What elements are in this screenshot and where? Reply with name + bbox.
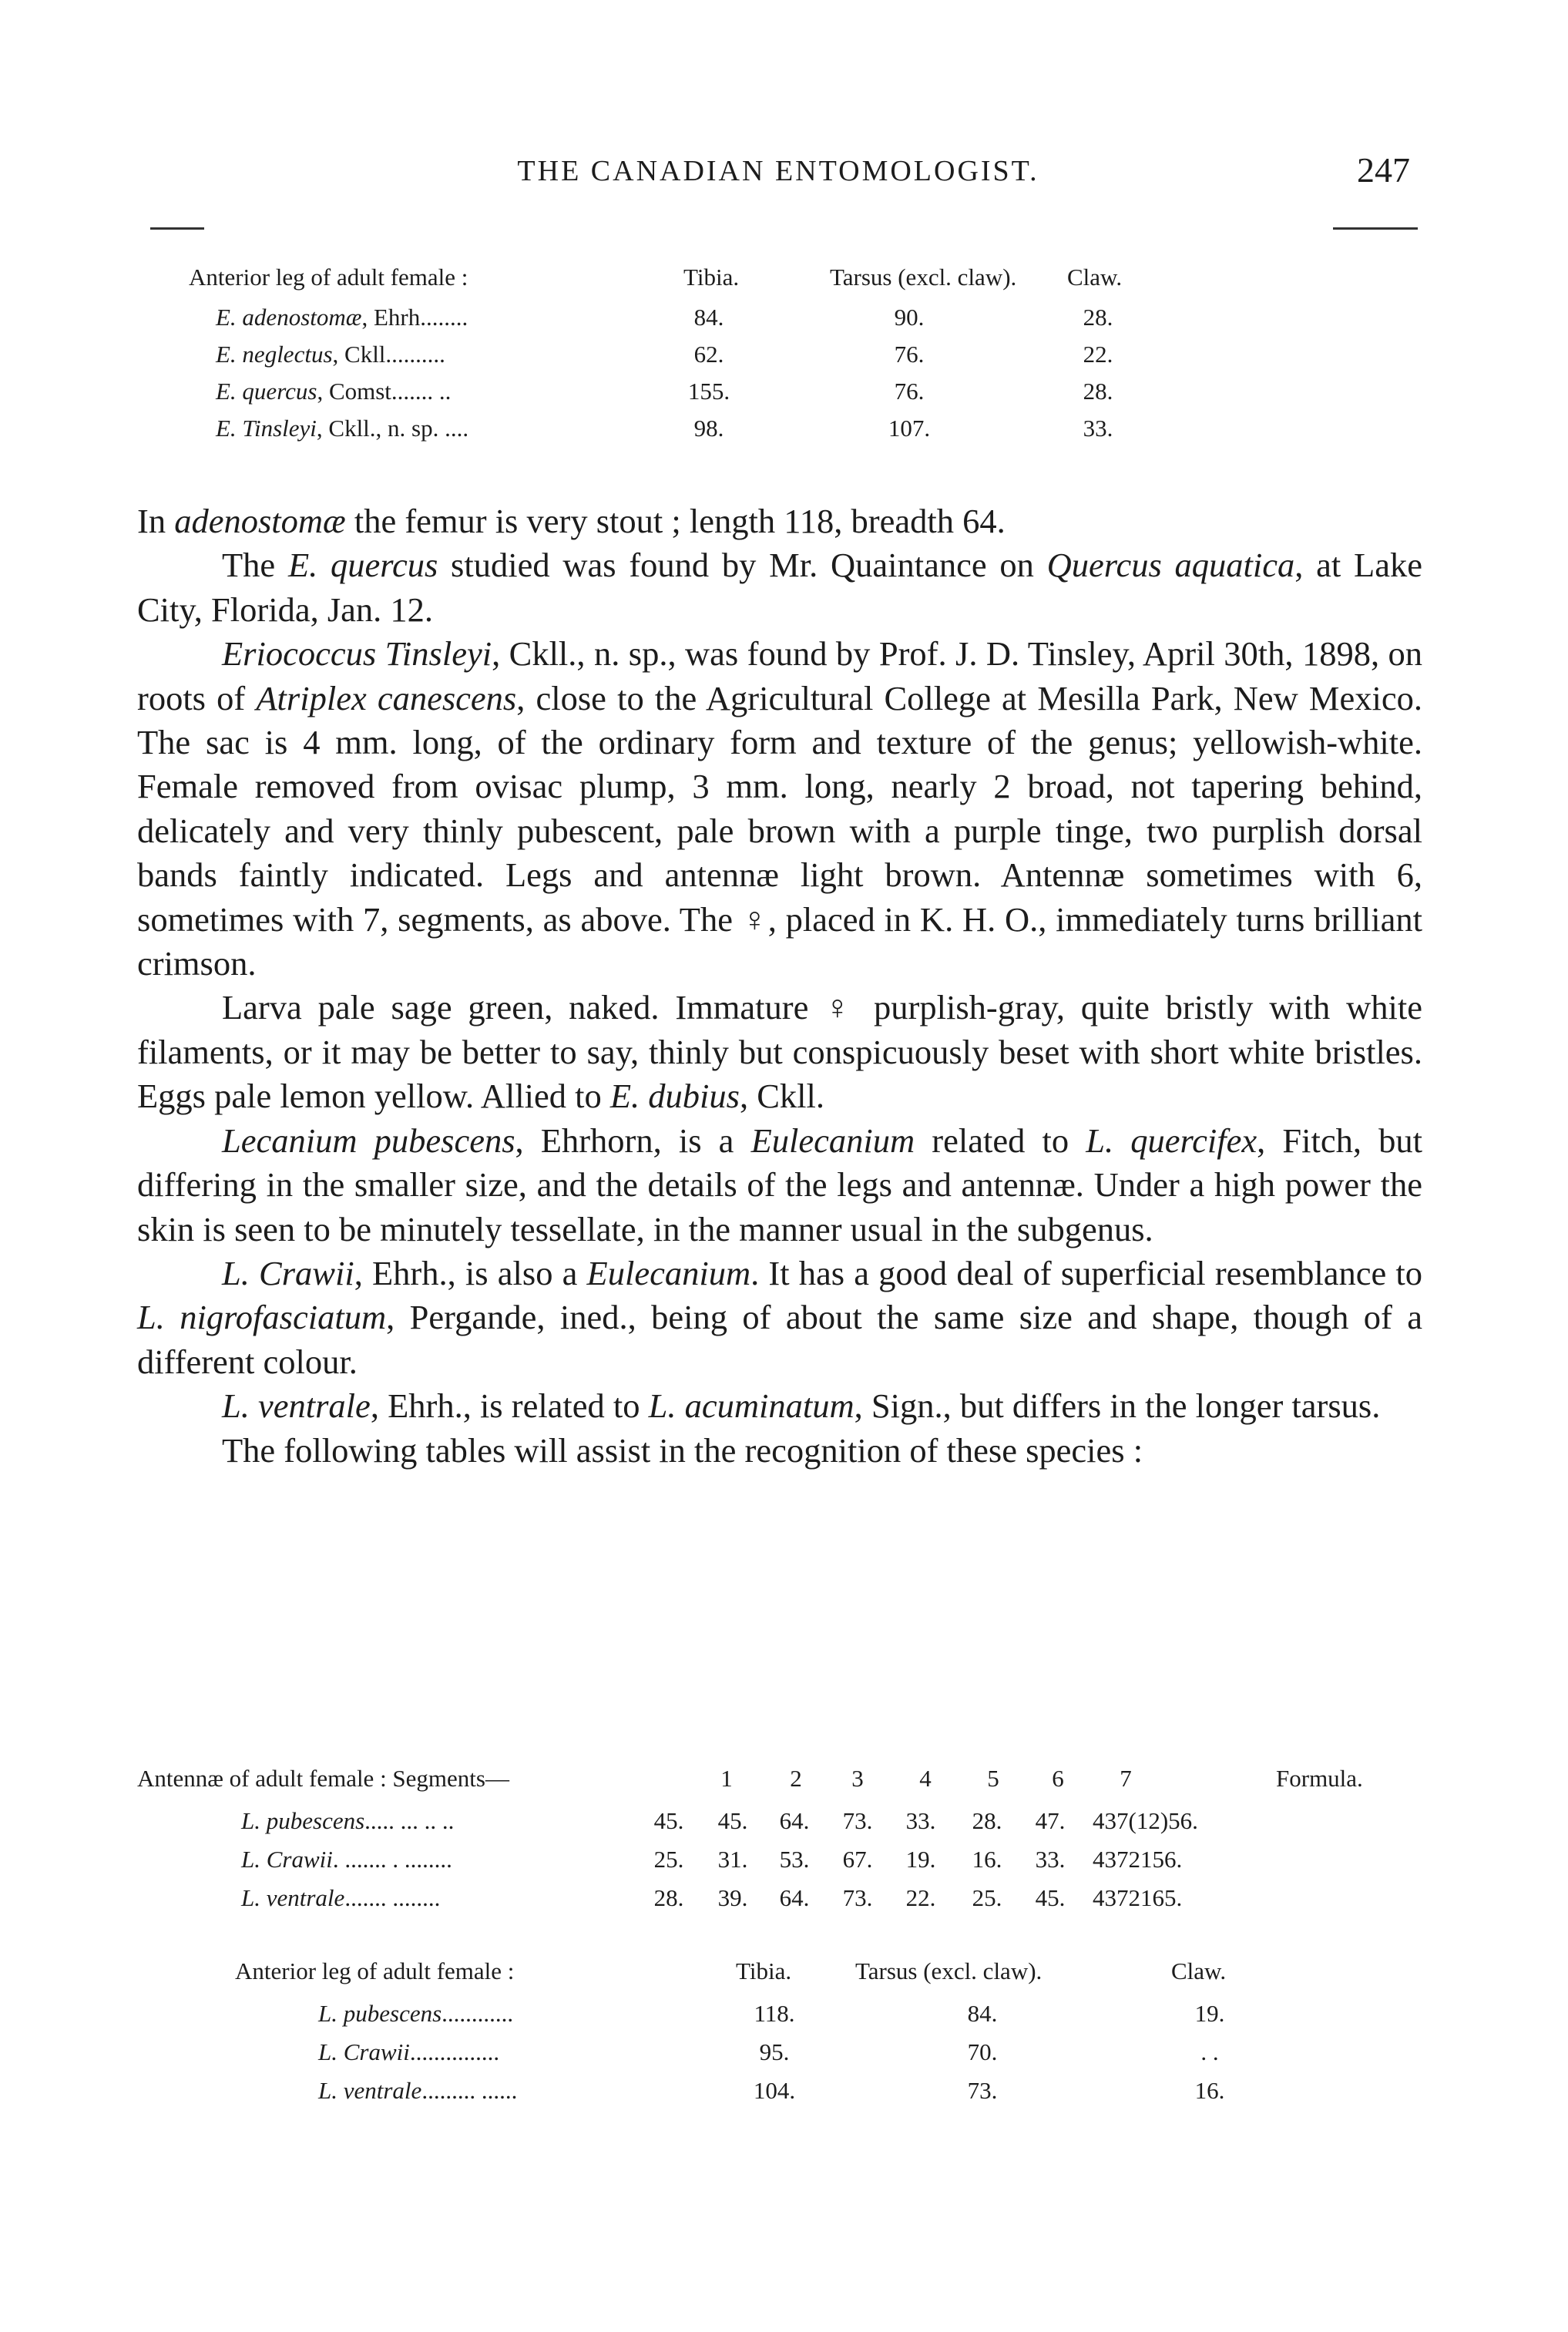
- tarsus-value: 84.: [967, 2000, 998, 2027]
- col-seg-4: 4: [919, 1765, 932, 1792]
- col-tibia: Tibia.: [683, 264, 740, 291]
- seg7-value: 47.: [1035, 1807, 1066, 1834]
- seg1-value: 45.: [653, 1807, 684, 1834]
- claw-value: 33.: [1083, 415, 1113, 442]
- tibia-value: 62.: [693, 341, 724, 368]
- col-formula: Formula.: [1276, 1765, 1363, 1792]
- seg1-value: 25.: [653, 1846, 684, 1873]
- tibia-value: 155.: [687, 378, 730, 405]
- table-eriococcus-legs: [189, 264, 1345, 495]
- taxon-name: Atriplex canescens: [256, 678, 517, 717]
- paragraph: The following tables will assist in the recognition of these species :: [222, 1430, 1143, 1470]
- paragraph: In adenostomæ the femur is very stout ; length 118, breadth 64.: [137, 502, 1006, 540]
- taxon-name: E. dubius: [609, 1077, 740, 1116]
- species-name: E. Tinsleyi: [216, 415, 317, 442]
- seg5-value: 22.: [905, 1884, 936, 1911]
- seg4-value: 67.: [842, 1846, 873, 1873]
- table-label: Antennæ of adult female : Segments—: [137, 1765, 509, 1792]
- seg5-value: 33.: [905, 1807, 936, 1834]
- species-name: E. neglectus: [216, 341, 333, 368]
- seg7-value: 33.: [1035, 1846, 1066, 1873]
- taxon-name: adenostomæ: [174, 502, 346, 540]
- leader-dots: ..........: [385, 341, 445, 368]
- seg7-value: 45.: [1035, 1884, 1066, 1911]
- col-seg-6: 6: [1052, 1765, 1064, 1792]
- tarsus-value: 70.: [967, 2038, 998, 2065]
- species-name: L. ventrale: [318, 2077, 422, 2104]
- seg1-value: 28.: [653, 1884, 684, 1911]
- taxon-name: L. ventrale: [222, 1386, 371, 1426]
- species-name: E. quercus: [216, 378, 317, 405]
- col-seg-1: 1: [720, 1765, 733, 1792]
- claw-value: 28.: [1083, 378, 1113, 405]
- taxon-name: L. quercifex: [1086, 1121, 1257, 1160]
- tarsus-value: 73.: [967, 2077, 998, 2104]
- claw-value: 22.: [1083, 341, 1113, 368]
- leader-dots: . ....... . ........: [332, 1846, 452, 1873]
- species-name: L. Crawii: [318, 2038, 410, 2065]
- running-header: [146, 150, 1410, 200]
- article-body: [137, 499, 1422, 1473]
- formula-value: 4372165.: [1093, 1884, 1183, 1911]
- header-rule-right: [1333, 227, 1418, 230]
- col-claw: Claw.: [1171, 1957, 1227, 1984]
- taxon-name: Eulecanium: [586, 1253, 751, 1292]
- table-lecanium-antennae: [137, 1765, 1432, 1950]
- col-seg-7: 7: [1120, 1765, 1132, 1792]
- taxon-name: Quercus aquatica: [1046, 546, 1295, 585]
- species-name: L. Crawii: [241, 1846, 333, 1873]
- formula-value: 437(12)56.: [1093, 1807, 1198, 1834]
- paragraph: L. Crawii, Ehrh., is also a Eulecanium. It has a good deal of superficial resemblance to L. nigrofasciatum, Pergande, ined., being of about the same size and shape, though of a different colour.: [137, 1253, 1422, 1381]
- col-claw: Claw.: [1067, 264, 1123, 291]
- seg2-value: 45.: [717, 1807, 748, 1834]
- taxon-name: L. acuminatum: [648, 1386, 855, 1426]
- taxon-name: Eulecanium: [750, 1121, 915, 1160]
- claw-value: 16.: [1194, 2077, 1225, 2104]
- col-tarsus: Tarsus (excl. claw).: [855, 1957, 1043, 1984]
- seg4-value: 73.: [842, 1884, 873, 1911]
- tarsus-value: 76.: [894, 341, 925, 368]
- paragraph: Eriococcus Tinsleyi, Ckll., n. sp., was found by Prof. J. D. Tinsley, April 30th, 1898, on roots of Atriplex canescens, close to the Agricultural College at Mesilla Park, New Mexico. The sac is 4 mm. long, of the ordinary form and texture of the genus; yellowish-white. Female removed from ovisac plump, 3 mm. long, nearly 2 broad, not tapering behind, delicately and very thinly pubescent, pale brown with a purple tinge, two purplish dorsal bands faintly indicated. Legs and antennæ light brown. Antennæ sometimes with 6, sometimes with 7, segments, as above. The ♀, placed in K. H. O., immediately turns brilliant crimson.: [137, 634, 1423, 983]
- seg6-value: 28.: [972, 1807, 1002, 1834]
- author: , Ehrh: [361, 304, 421, 331]
- leader-dots: ......... ......: [421, 2077, 518, 2104]
- col-seg-5: 5: [987, 1765, 999, 1792]
- taxon-name: E. quercus: [287, 546, 438, 585]
- species-name: E. adenostomæ: [216, 304, 362, 331]
- seg6-value: 16.: [972, 1846, 1002, 1873]
- author: , Ckll., n. sp: [316, 415, 433, 442]
- claw-value: . .: [1200, 2038, 1219, 2065]
- tibia-value: 98.: [693, 415, 724, 442]
- header-rule-left: [150, 227, 204, 230]
- col-tarsus: Tarsus (excl. claw).: [830, 264, 1017, 291]
- tarsus-value: 107.: [888, 415, 931, 442]
- leader-dots: ...............: [409, 2038, 500, 2065]
- seg6-value: 25.: [972, 1884, 1002, 1911]
- author: , Ckll: [332, 341, 386, 368]
- leader-dots: ....... ..: [391, 378, 452, 405]
- seg5-value: 19.: [905, 1846, 936, 1873]
- leader-dots: ..... ... .. ..: [364, 1807, 455, 1834]
- formula-value: 4372156.: [1093, 1846, 1183, 1873]
- species-name: L. pubescens: [318, 2000, 442, 2027]
- species-name: L. ventrale: [241, 1884, 345, 1911]
- leader-dots: ............: [442, 2000, 514, 2027]
- tibia-value: 84.: [693, 304, 724, 331]
- paragraph: Lecanium pubescens, Ehrhorn, is a Eulecanium related to L. quercifex, Fitch, but differing in the smaller size, and the details of the legs and antennæ. Under a high power the skin is seen to be minutely tessellate, in the manner usual in the subgenus.: [137, 1121, 1423, 1248]
- leader-dots: . ....: [432, 415, 469, 442]
- seg4-value: 73.: [842, 1807, 873, 1834]
- page-number: 247: [1357, 150, 1410, 190]
- table-lecanium-legs: [235, 1957, 1314, 2142]
- species-name: L. pubescens: [241, 1807, 365, 1834]
- tibia-value: 104.: [753, 2077, 796, 2104]
- author: , Comst: [317, 378, 391, 405]
- seg3-value: 64.: [779, 1884, 810, 1911]
- taxon-name: Lecanium pubescens: [222, 1121, 515, 1160]
- seg3-value: 53.: [779, 1846, 810, 1873]
- tibia-value: 118.: [754, 2000, 795, 2027]
- leader-dots: ....... ........: [344, 1884, 441, 1911]
- col-seg-3: 3: [851, 1765, 864, 1792]
- seg3-value: 64.: [779, 1807, 810, 1834]
- tarsus-value: 76.: [894, 378, 925, 405]
- seg2-value: 39.: [717, 1884, 748, 1911]
- taxon-name: Eriococcus Tinsleyi: [222, 634, 492, 674]
- tibia-value: 95.: [759, 2038, 790, 2065]
- claw-value: 28.: [1083, 304, 1113, 331]
- claw-value: 19.: [1194, 2000, 1225, 2027]
- taxon-name: L. nigrofasciatum: [137, 1298, 387, 1337]
- seg2-value: 31.: [717, 1846, 748, 1873]
- paragraph: L. ventrale, Ehrh., is related to L. acuminatum, Sign., but differs in the longer tarsus.: [222, 1386, 1381, 1426]
- paragraph: Larva pale sage green, naked. Immature ♀ purplish-gray, quite bristly with white filaments, or it may be better to say, thinly but conspicuously beset with short white bristles. Eggs pale lemon yellow. Allied to E. dubius, Ckll.: [137, 988, 1422, 1116]
- table-label: Anterior leg of adult female :: [189, 264, 468, 291]
- col-seg-2: 2: [790, 1765, 802, 1792]
- journal-title: THE CANADIAN ENTOMOLOGIST.: [517, 155, 1039, 187]
- table-label: Anterior leg of adult female :: [235, 1957, 515, 1984]
- taxon-name: L. Crawii: [222, 1253, 354, 1292]
- tarsus-value: 90.: [894, 304, 925, 331]
- paragraph: The E. quercus studied was found by Mr. Quaintance on Quercus aquatica, at Lake City, Florida, Jan. 12.: [137, 546, 1422, 629]
- leader-dots: ........: [420, 304, 468, 331]
- col-tibia: Tibia.: [736, 1957, 792, 1984]
